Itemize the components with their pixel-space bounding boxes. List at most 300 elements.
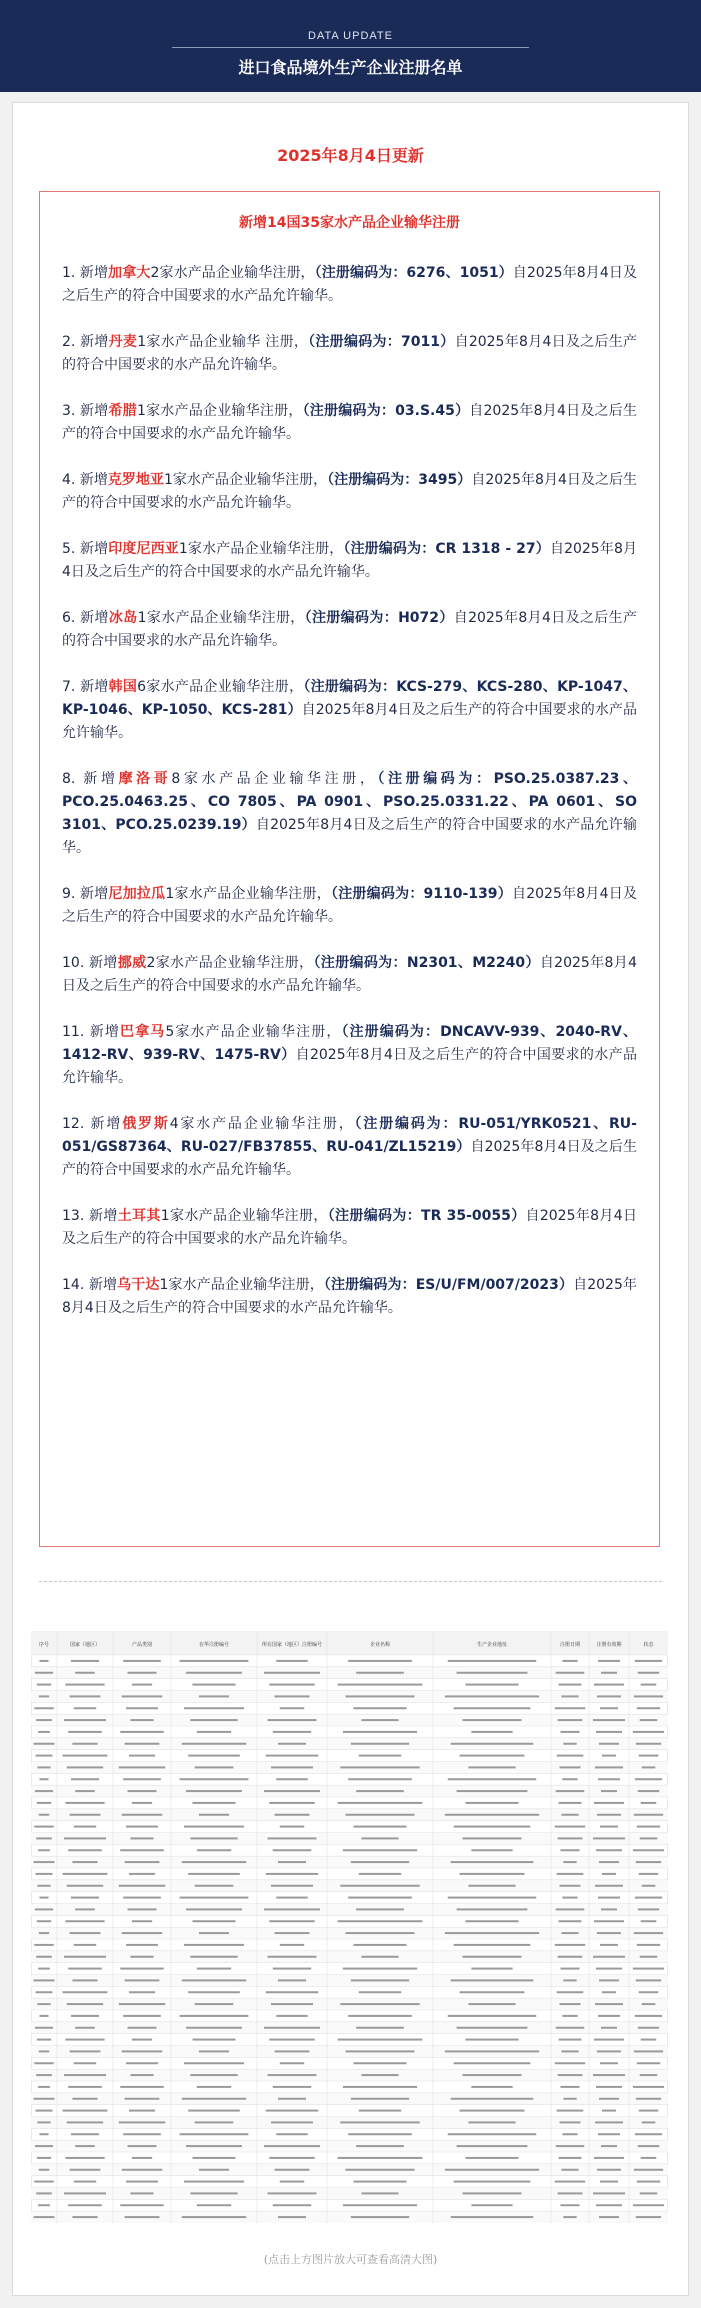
table-cell-text — [280, 1707, 305, 1709]
item-effective-note: 自2025年8月4日及之后生产的符合中国要求的水产品允许输华。 — [62, 265, 637, 304]
table-cell-text — [596, 1731, 622, 1733]
table-cell-text — [356, 2145, 404, 2147]
table-cell-text — [560, 2003, 581, 2005]
table-cell-text — [641, 1802, 657, 1804]
table-cell-text — [34, 1743, 55, 1745]
table-cell-text — [34, 1707, 54, 1709]
table-cell-text — [359, 1873, 401, 1875]
table-cell-text — [460, 1991, 525, 1993]
table-cell-text — [594, 2157, 624, 2159]
table-cell-text — [68, 2204, 102, 2206]
table-cell-text — [72, 1979, 97, 1981]
table-cell-text — [597, 2050, 621, 2052]
table-cell-text — [635, 2015, 662, 2017]
table-cell-text — [340, 1885, 420, 1887]
table-cell-text — [129, 1873, 155, 1875]
table-cell-text — [639, 2110, 659, 2112]
table-cell-text — [195, 2121, 234, 2123]
table-cell-text — [122, 2169, 163, 2171]
table-cell-text — [454, 2181, 531, 2183]
table-cell-text — [597, 1932, 621, 1934]
table-cell-text — [471, 1849, 512, 1851]
table-cell-text — [190, 1719, 237, 1721]
table-cell-text — [561, 1932, 578, 1934]
table-cell-text — [556, 2027, 585, 2029]
table-cell-text — [39, 1778, 48, 1780]
table-cell-text — [130, 1837, 153, 1839]
table-cell-text — [199, 1814, 229, 1816]
table-cell-text — [638, 1672, 659, 1674]
table-cell-text — [642, 1766, 656, 1768]
table-cell-text — [561, 1731, 580, 1733]
table-cell-text — [74, 1826, 96, 1828]
table-cell-text — [596, 2204, 622, 2206]
table-cell-text — [74, 2181, 96, 2183]
table-cell-text — [186, 1908, 242, 1910]
table-cell-text — [128, 2145, 157, 2147]
table-cell-text — [130, 1719, 153, 1721]
item-prefix: 9. 新增 — [62, 886, 109, 902]
table-cell-text — [359, 2110, 401, 2112]
table-cell-text — [338, 1802, 423, 1804]
table-cell-text — [37, 1920, 51, 1922]
table-cell-text — [637, 1944, 660, 1946]
table-cell-text — [71, 1897, 99, 1899]
table-cell-text — [635, 1778, 662, 1780]
table-cell-text — [120, 1731, 164, 1733]
table-cell-text — [34, 2098, 55, 2100]
table-cell-text — [193, 1802, 236, 1804]
page-title: 进口食品境外生产企业注册名单 — [238, 58, 463, 77]
table-cell-text — [182, 1743, 247, 1745]
table-cell-text — [269, 2157, 315, 2159]
table-cell-text — [635, 2133, 662, 2135]
table-cell-text — [555, 1707, 585, 1709]
table-cell-text — [346, 1814, 415, 1816]
announcement-list — [62, 262, 637, 1343]
item-description: 8家水产品企业输华注册， — [171, 771, 378, 787]
table-cell-text — [180, 1897, 249, 1899]
table-cell-text — [451, 2098, 534, 2100]
table-cell-text — [451, 1979, 534, 1981]
item-description: 2家水产品企业输华注册， — [146, 955, 314, 971]
table-cell-text — [35, 2145, 53, 2147]
table-cell-text — [122, 1932, 163, 1934]
table-cell-text — [641, 1684, 657, 1686]
update-date-heading: 2025年8月4日更新 — [277, 146, 424, 165]
table-cell-text — [448, 1897, 537, 1899]
announcement-item — [62, 538, 637, 584]
item-description: 1家水产品企业输华注册， — [160, 1208, 328, 1224]
table-cell-text — [184, 1944, 244, 1946]
table-cell-text — [562, 1660, 577, 1662]
table-cell-text — [65, 2157, 104, 2159]
table-cell-text — [559, 1684, 582, 1686]
item-registration-codes: （注册编码为：6276、1051） — [314, 265, 513, 281]
item-country: 希腊 — [108, 403, 137, 419]
table-cell-text — [75, 2145, 95, 2147]
table-cell-text — [63, 1991, 108, 1993]
table-cell-text — [348, 1778, 412, 1780]
table-cell-text — [361, 1719, 398, 1721]
table-cell-text — [188, 1755, 240, 1757]
table-header-cell: 生产企业地址 — [476, 1642, 508, 1648]
table-cell-text — [130, 1956, 153, 1958]
table-cell-text — [599, 1979, 619, 1981]
table-cell-text — [271, 1885, 313, 1887]
item-description: 1家水产品企业输华注册， — [137, 610, 305, 626]
table-cell-text — [34, 1861, 55, 1863]
table-cell-text — [126, 1944, 158, 1946]
table-cell-text — [75, 1790, 95, 1792]
table-cell-text — [555, 2181, 585, 2183]
table-cell-text — [273, 2086, 312, 2088]
table-cell-text — [70, 1814, 101, 1816]
table-cell-text — [457, 2145, 528, 2147]
table-cell-text — [72, 1861, 97, 1863]
banner-rule — [172, 47, 529, 48]
table-cell-text — [38, 2086, 50, 2088]
table-cell-text — [602, 1873, 616, 1875]
table-cell-text — [195, 2003, 234, 2005]
table-cell-text — [468, 1885, 515, 1887]
table-cell-text — [278, 1979, 306, 1981]
table-cell-text — [635, 1897, 662, 1899]
table-cell-text — [75, 1908, 95, 1910]
table-cell-text — [199, 1932, 229, 1934]
table-cell-text — [180, 2015, 249, 2017]
item-registration-codes: （注册编码为：3495） — [327, 472, 472, 488]
announcement-item — [62, 400, 637, 446]
table-cell-text — [193, 1684, 236, 1686]
table-cell-text — [602, 1755, 616, 1757]
table-cell-text — [351, 1979, 409, 1981]
table-cell-text — [67, 1885, 103, 1887]
table-cell-text — [197, 2086, 231, 2088]
table-cell-text — [72, 2098, 97, 2100]
table-cell-text — [361, 2192, 398, 2194]
table-cell-text — [601, 1672, 617, 1674]
item-registration-codes: （注册编码为：TR 35-0055） — [327, 1208, 526, 1224]
table-cell-text — [348, 1660, 412, 1662]
table-cell-text — [640, 2192, 658, 2194]
table-cell-text — [39, 2169, 49, 2171]
table-cell-text — [354, 1707, 407, 1709]
item-effective-note: 自2025年8月4日及之后生产的符合中国要求的水产品允许输华。 — [62, 955, 637, 994]
table-cell-text — [38, 1968, 50, 1970]
table-cell-text — [36, 2192, 52, 2194]
table-cell-text — [276, 1660, 308, 1662]
table-cell-text — [361, 2074, 398, 2076]
table-cell-text — [182, 2216, 247, 2218]
table-cell-text — [597, 1695, 621, 1697]
table-cell-text — [120, 1968, 164, 1970]
table-cell-text — [640, 1956, 658, 1958]
table-cell-text — [346, 2050, 415, 2052]
table-cell-text — [273, 1968, 312, 1970]
table-cell-text — [39, 1932, 49, 1934]
table-cell-text — [600, 2062, 618, 2064]
table-cell-text — [463, 1956, 522, 1958]
table-cell-text — [67, 1766, 103, 1768]
table-cell-text — [463, 2074, 522, 2076]
item-registration-codes: （注册编码为：N2301、M2240） — [313, 955, 540, 971]
table-cell-text — [39, 2133, 48, 2135]
table-cell-text — [465, 1802, 518, 1804]
table-cell-text — [122, 1814, 163, 1816]
table-cell-text — [130, 2192, 153, 2194]
table-cell-text — [119, 1766, 165, 1768]
table-cell-text — [34, 1979, 55, 1981]
table-header-cell: 状态 — [643, 1642, 654, 1648]
table-cell-text — [463, 1837, 522, 1839]
table-cell-text — [338, 2157, 423, 2159]
announcement-item — [62, 1274, 637, 1320]
table-cell-text — [268, 1837, 317, 1839]
table-cell-text — [637, 2062, 660, 2064]
table-cell-text — [460, 1755, 525, 1757]
table-cell-text — [39, 1897, 48, 1899]
table-cell-text — [445, 1695, 539, 1697]
table-cell-text — [68, 2086, 102, 2088]
table-cell-text — [559, 2039, 582, 2041]
item-description: 1家水产品企业输华注册， — [165, 886, 331, 902]
table-cell-text — [595, 1766, 623, 1768]
table-cell-text — [180, 1660, 249, 1662]
table-cell-text — [556, 1908, 585, 1910]
item-country: 俄罗斯 — [122, 1116, 170, 1132]
table-cell-text — [338, 1920, 423, 1922]
table-cell-text — [600, 1944, 618, 1946]
table-cell-text — [634, 1932, 663, 1934]
item-country: 加拿大 — [108, 265, 151, 281]
table-cell-text — [356, 1672, 404, 1674]
table-cell-text — [346, 1695, 415, 1697]
table-cell-text — [593, 2074, 625, 2076]
table-cell-text — [558, 1719, 583, 1721]
table-cell-text — [36, 1719, 52, 1721]
item-description: 1家水产品企业输华注册， — [159, 1277, 324, 1293]
table-cell-text — [596, 1849, 622, 1851]
table-cell-text — [634, 2050, 663, 2052]
item-effective-note: 自2025年8月4日及之后生产的符合中国要求的水产品允许输华。 — [62, 1277, 637, 1316]
table-cell-text — [276, 2133, 308, 2135]
table-cell-text — [271, 2121, 313, 2123]
item-country: 克罗地亚 — [107, 472, 164, 488]
table-cell-text — [445, 1814, 539, 1816]
table-cell-text — [454, 2062, 531, 2064]
table-cell-text — [601, 1790, 617, 1792]
item-country: 印度尼西亚 — [108, 541, 179, 557]
table-cell-text — [351, 2098, 409, 2100]
table-cell-text — [640, 2074, 658, 2076]
content-wrapper — [0, 92, 701, 2308]
table-header-cell: 国家（地区） — [69, 1642, 101, 1648]
table-cell-text — [120, 1849, 164, 1851]
table-cell-text — [558, 1956, 583, 1958]
registration-table-graphic — [31, 1631, 668, 2223]
table-cell-text — [269, 1684, 315, 1686]
table-cell-text — [63, 1873, 108, 1875]
item-description: 2家水产品企业输华注册， — [150, 265, 315, 281]
announcement-item — [62, 607, 637, 653]
table-cell-text — [266, 2110, 319, 2112]
table-cell-text — [556, 2145, 585, 2147]
table-cell-text — [275, 1814, 310, 1816]
table-cell-text — [123, 1660, 161, 1662]
item-registration-codes: （注册编码为：PSO.25.0387.23、PCO.25.0463.25、CO 7805、PA 0901、PSO.25.0331.22、PA 0601、SO 3101、PCO.25.0239.19） — [62, 771, 637, 833]
table-cell-text — [190, 1837, 237, 1839]
table-cell-text — [457, 2027, 528, 2029]
table-cell-text — [563, 1979, 576, 1981]
table-cell-text — [197, 2204, 231, 2206]
table-cell-text — [126, 2181, 158, 2183]
table-cell-text — [35, 1908, 53, 1910]
table-cell-text — [188, 1991, 240, 1993]
table-cell-text — [197, 1731, 231, 1733]
item-country: 摩洛哥 — [118, 771, 172, 787]
table-header-cell: 企业名称 — [369, 1642, 391, 1648]
table-cell-text — [122, 1695, 163, 1697]
table-cell-text — [64, 1956, 106, 1958]
item-prefix: 5. 新增 — [62, 541, 109, 557]
table-cell-text — [635, 1660, 662, 1662]
table-cell-text — [123, 2133, 161, 2135]
table-cell-text — [280, 1944, 305, 1946]
table-cell-text — [34, 1944, 54, 1946]
table-cell-text — [190, 2074, 237, 2076]
table-cell-text — [598, 1778, 620, 1780]
table-cell-text — [638, 2027, 659, 2029]
announcement-item — [62, 768, 637, 860]
table-cell-text — [38, 1849, 50, 1851]
table-cell-text — [557, 1991, 584, 1993]
table-cell-text — [559, 2157, 582, 2159]
table-cell-text — [197, 1849, 231, 1851]
table-cell-text — [471, 1731, 512, 1733]
table-cell-text — [74, 1707, 96, 1709]
table-cell-text — [264, 1672, 320, 1674]
table-cell-text — [468, 2121, 515, 2123]
table-cell-text — [555, 2062, 585, 2064]
announcement-item — [62, 1113, 637, 1182]
table-cell-text — [465, 1920, 518, 1922]
table-cell-text — [602, 2110, 616, 2112]
table-cell-text — [633, 1731, 664, 1733]
table-cell-text — [180, 1778, 249, 1780]
table-cell-text — [129, 1991, 155, 1993]
table-cell-text — [445, 1932, 539, 1934]
table-cell-text — [275, 2050, 310, 2052]
table-cell-text — [182, 1979, 247, 1981]
table-cell-text — [71, 2015, 99, 2017]
table-cell-text — [180, 2133, 249, 2135]
table-cell-text — [633, 1849, 664, 1851]
table-cell-text — [642, 2121, 656, 2123]
table-cell-text — [597, 1814, 621, 1816]
table-cell-text — [125, 2098, 160, 2100]
table-cell-text — [35, 2027, 53, 2029]
table-cell-text — [37, 1802, 51, 1804]
table-header-cell: 注册有效期 — [596, 1642, 622, 1648]
table-cell-text — [465, 1684, 518, 1686]
table-cell-text — [184, 2062, 244, 2064]
table-cell-text — [67, 2003, 103, 2005]
item-prefix: 11. 新增 — [62, 1024, 121, 1040]
table-cell-text — [340, 2003, 420, 2005]
table-cell-text — [559, 1802, 582, 1804]
table-cell-text — [348, 2015, 412, 2017]
item-effective-note: 自2025年8月4日及之后生产的符合中国要求的水产品允许输华。 — [62, 334, 638, 373]
table-cell-text — [37, 2157, 51, 2159]
table-cell-text — [39, 1660, 48, 1662]
table-cell-text — [128, 1790, 157, 1792]
table-cell-text — [38, 1731, 50, 1733]
item-registration-codes: （注册编码为：KCS-279、KCS-280、KP-1047、KP-1046、KP-1050、KCS-281） — [62, 679, 637, 718]
table-cell-text — [128, 1908, 157, 1910]
table-cell-text — [561, 2050, 578, 2052]
item-effective-note: 自2025年8月4日及之后生产的符合中国要求的水产品允许输华。 — [62, 472, 637, 511]
item-prefix: 8. 新增 — [62, 771, 119, 787]
table-cell-text — [598, 2015, 620, 2017]
table-cell-text — [354, 1944, 407, 1946]
table-cell-text — [184, 1826, 244, 1828]
item-prefix: 10. 新增 — [62, 955, 118, 971]
table-cell-text — [67, 2121, 103, 2123]
table-cell-text — [595, 2121, 623, 2123]
table-cell-text — [562, 1778, 577, 1780]
table-cell-text — [638, 1908, 659, 1910]
table-cell-text — [276, 2015, 308, 2017]
table-cell-text — [600, 1707, 618, 1709]
table-cell-text — [641, 2039, 657, 2041]
table-cell-text — [132, 1802, 152, 1804]
table-cell-text — [75, 2027, 95, 2029]
table-cell-text — [454, 1707, 531, 1709]
table-cell-text — [445, 2050, 539, 2052]
table-cell-text — [278, 2216, 306, 2218]
table-cell-text — [641, 1920, 657, 1922]
table-cell-text — [280, 1826, 305, 1828]
table-cell-text — [556, 1790, 585, 1792]
table-cell-text — [598, 1897, 620, 1899]
table-cell-text — [562, 1897, 577, 1899]
table-cell-text — [264, 1790, 320, 1792]
table-cell-text — [557, 2110, 584, 2112]
announcement-item — [62, 1205, 637, 1251]
table-cell-text — [39, 2015, 48, 2017]
item-prefix: 14. 新增 — [62, 1277, 118, 1293]
item-country: 丹麦 — [108, 334, 138, 350]
table-cell-text — [278, 2098, 306, 2100]
registration-table-image[interactable] — [31, 1631, 668, 2223]
item-country: 挪威 — [117, 955, 147, 971]
table-cell-text — [454, 1944, 531, 1946]
table-cell-text — [558, 2074, 583, 2076]
table-cell-text — [125, 1979, 160, 1981]
table-cell-text — [276, 1778, 308, 1780]
table-cell-text — [199, 1695, 229, 1697]
table-cell-text — [593, 1719, 625, 1721]
table-cell-text — [64, 1837, 106, 1839]
table-cell-text — [338, 2039, 423, 2041]
table-cell-text — [71, 1778, 99, 1780]
table-cell-text — [563, 1861, 576, 1863]
table-cell-text — [636, 1979, 661, 1981]
table-cell-text — [640, 1837, 658, 1839]
table-cell-text — [193, 2157, 236, 2159]
table-cell-text — [555, 1826, 585, 1828]
